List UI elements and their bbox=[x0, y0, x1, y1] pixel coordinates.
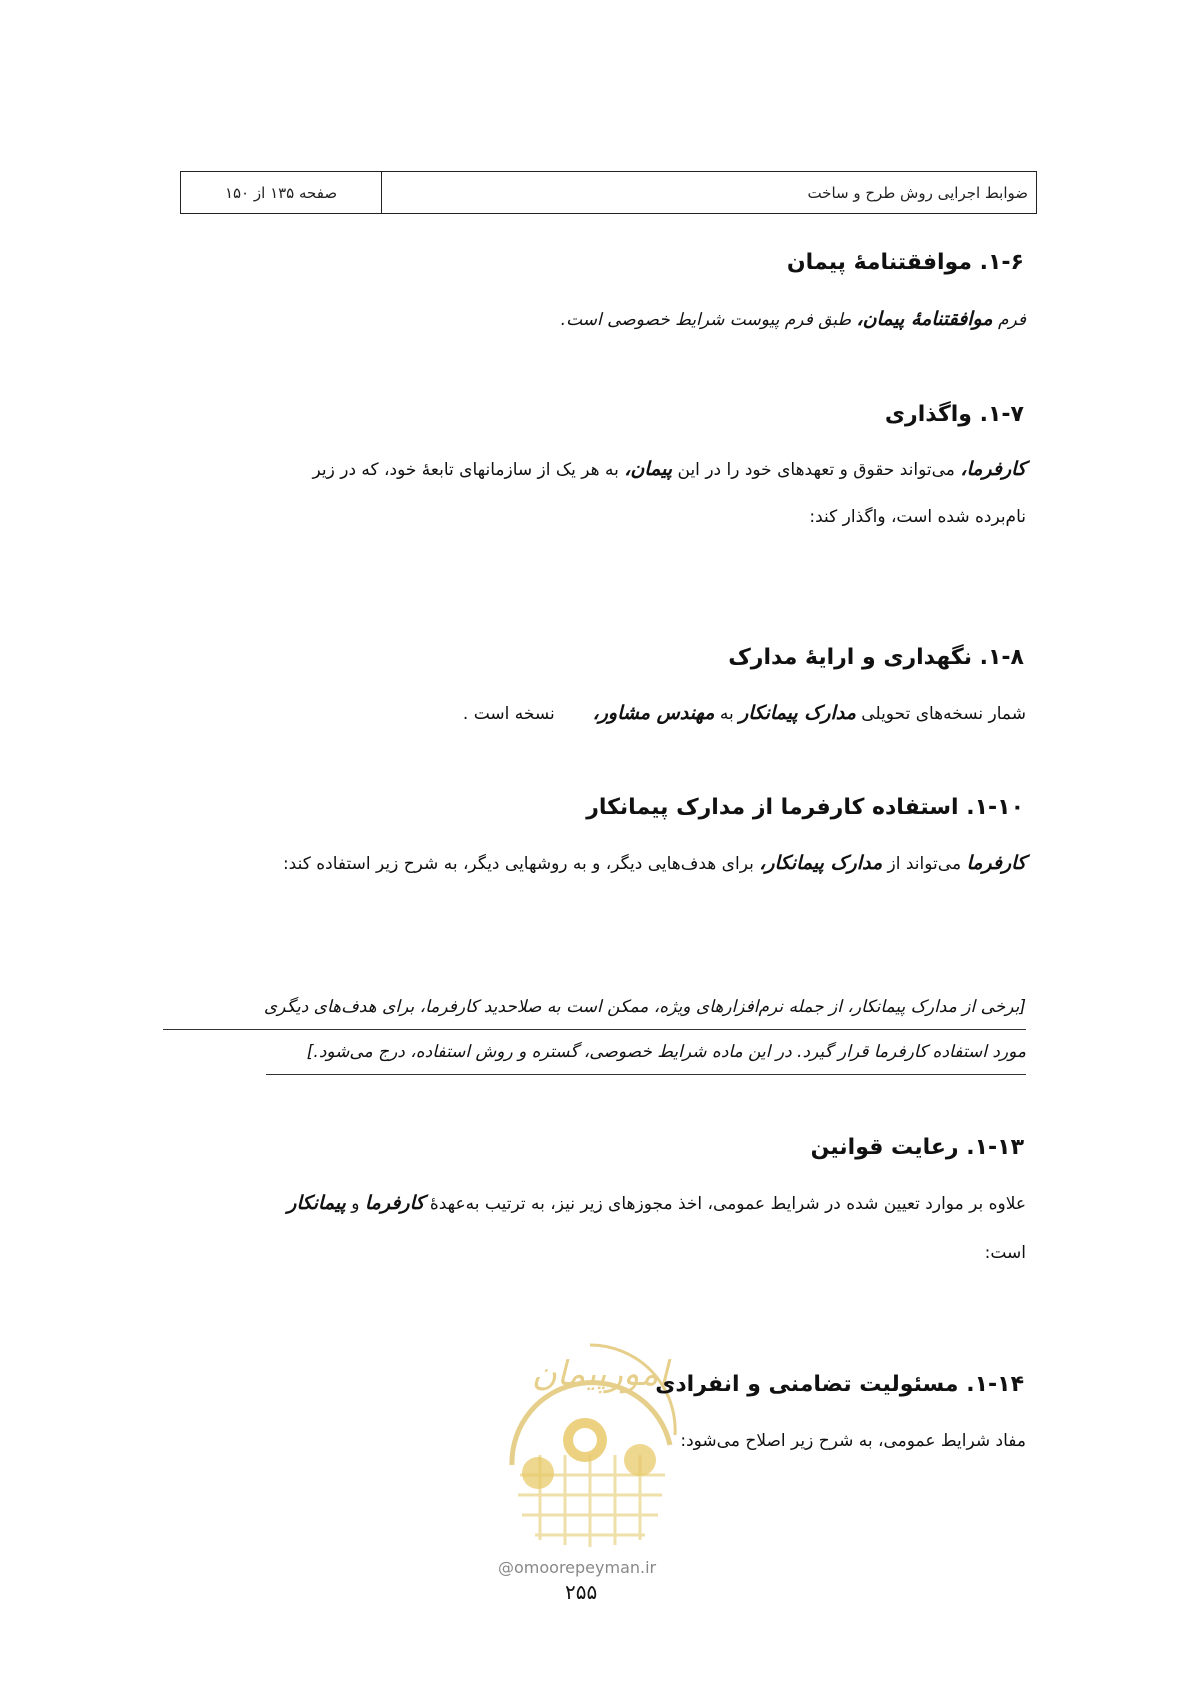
watermark-url: @omoorepeyman.ir bbox=[498, 1558, 657, 1577]
paragraph-1-14: مفاد شرایط عمومی، به شرح زیر اصلاح می‌شود: bbox=[680, 1431, 1026, 1451]
paragraph-1-6 bbox=[561, 296, 1026, 343]
bold-term: پیمان، bbox=[624, 458, 673, 480]
text-fragment: می‌تواند از bbox=[882, 854, 967, 874]
watermark-logo-text: امورپیمان bbox=[531, 1354, 669, 1394]
bold-term: کارفرما، bbox=[960, 458, 1026, 480]
bold-term: مدارک پیمانکار bbox=[739, 702, 856, 724]
text-fragment: نسخه است . bbox=[462, 704, 593, 724]
bold-term: مهندس مشاور، bbox=[592, 702, 715, 724]
text-fragment: طبق فرم پیوست شرایط خصوصی است. bbox=[560, 310, 857, 330]
heading-1-7: ۱-۷. واگذاری bbox=[884, 402, 1024, 427]
note-line-1: [برخی از مدارک پیمانکار، از جمله نرم‌افزارهای ویژه، ممکن است به صلاحدید کارفرما، برای هدف‌های دیگری bbox=[163, 985, 1026, 1030]
text-fragment: شمار نسخه‌های تحویلی bbox=[855, 704, 1026, 724]
paragraph-1-13-line2: است: bbox=[984, 1243, 1026, 1263]
heading-1-6: ۱-۶. موافقتنامهٔ پیمان bbox=[786, 250, 1024, 275]
text-fragment: به هر یک از سازمانهای تابعهٔ خود، که در زیر bbox=[312, 460, 625, 480]
page-number: ۲۵۵ bbox=[565, 1580, 598, 1604]
heading-1-8: ۱-۸. نگهداری و ارایهٔ مدارک bbox=[728, 645, 1024, 670]
italic-note bbox=[163, 985, 1026, 1075]
paragraph-1-7 bbox=[161, 446, 1026, 493]
text-fragment: به bbox=[714, 704, 740, 724]
heading-1-14: ۱-۱۴. مسئولیت تضامنی و انفرادی bbox=[655, 1372, 1024, 1397]
paragraph-1-13 bbox=[161, 1180, 1026, 1227]
paragraph-1-8 bbox=[463, 690, 1026, 737]
text-fragment: فرم bbox=[992, 310, 1026, 330]
text-fragment: می‌تواند حقوق و تعهدهای خود را در این bbox=[672, 460, 961, 480]
paragraph-1-10 bbox=[283, 840, 1026, 887]
heading-1-13: ۱-۱۳. رعایت قوانین bbox=[810, 1135, 1024, 1160]
bold-term: کارفرما bbox=[364, 1192, 425, 1214]
header-page-ref: صفحه ۱۳۵ از ۱۵۰ bbox=[181, 172, 382, 213]
text-fragment: برای هدف‌هایی دیگر، و به روشهایی دیگر، به شرح زیر استفاده کند: bbox=[282, 854, 760, 874]
heading-1-10: ۱-۱۰. استفاده کارفرما از مدارک پیمانکار bbox=[586, 795, 1024, 820]
bold-term: مدارک پیمانکار، bbox=[759, 852, 883, 874]
note-line-2: مورد استفاده کارفرما قرار گیرد. در این ماده شرایط خصوصی، گستره و روش استفاده، درج می‌شود.] bbox=[266, 1030, 1026, 1075]
watermark-logo bbox=[490, 1325, 690, 1555]
bold-term: پیمانکار bbox=[287, 1192, 346, 1214]
bold-term: کارفرما bbox=[966, 852, 1026, 874]
text-fragment: علاوه بر موارد تعیین شده در شرایط عمومی، اخذ مجوزهای زیر نیز، به ترتیب به‌عهدهٔ bbox=[424, 1194, 1026, 1214]
text-fragment: و bbox=[345, 1194, 365, 1214]
paragraph-1-7-line2: نام‌برده شده است، واگذار کند: bbox=[809, 507, 1026, 527]
bold-term: موافقتنامهٔ پیمان، bbox=[856, 308, 993, 330]
header-table bbox=[180, 171, 1037, 214]
header-title: ضوابط اجرایی روش طرح و ساخت bbox=[807, 183, 1028, 202]
